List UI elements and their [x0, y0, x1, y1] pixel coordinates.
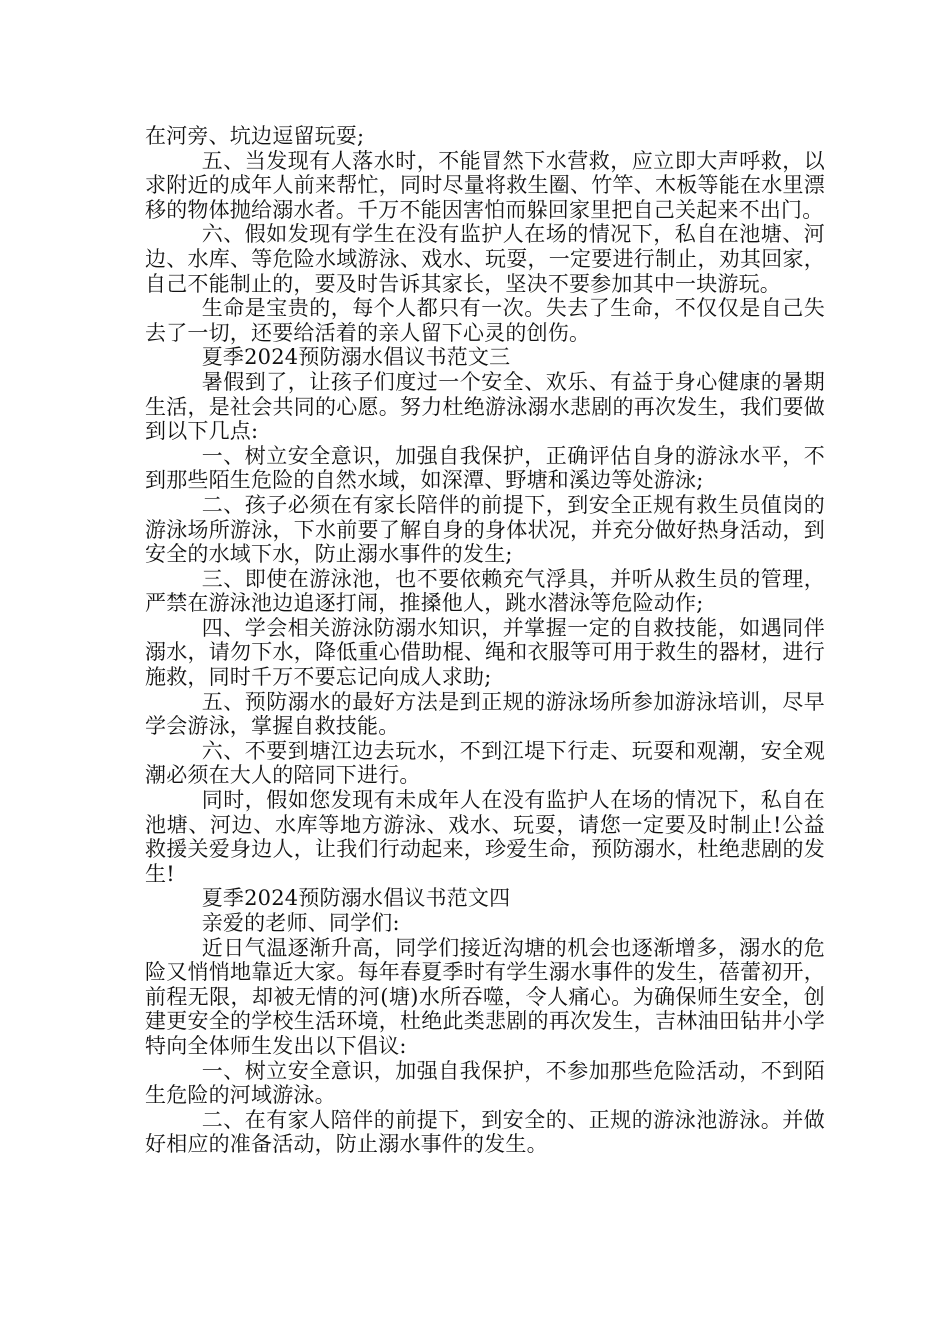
paragraph-initiative-2: 二、在有家人陪伴的前提下，到安全的、正规的游泳池游泳。并做好相应的准备活动，防止溺水事件的发生。	[145, 1107, 825, 1157]
paragraph-item-1-awareness: 一、树立安全意识，加强自我保护，正确评估自身的游泳水平，不到那些陌生危险的自然水域，如深潭、野塘和溪边等处游泳;	[145, 443, 825, 493]
paragraph-item-6-riverside: 六、不要到塘江边去玩水，不到江堤下行走、玩耍和观潮，安全观潮必须在大人的陪同下进行。	[145, 738, 825, 788]
paragraph-summer-intro: 暑假到了，让孩子们度过一个安全、欢乐、有益于身心健康的暑期生活，是社会共同的心愿。努力杜绝游泳溺水悲剧的再次发生，我们要做到以下几点:	[145, 369, 825, 444]
paragraph-call-to-action: 同时，假如您发现有未成年人在没有监护人在场的情况下，私自在池塘、河边、水库等地方游泳、戏水、玩耍，请您一定要及时制止!公益救援关爱身边人，让我们行动起来，珍爱生命，预防溺水，杜绝悲剧的发生!	[145, 788, 825, 886]
paragraph-item-5-training: 五、预防溺水的最好方法是到正规的游泳场所参加游泳培训，尽早学会游泳，掌握自救技能。	[145, 689, 825, 739]
paragraph-life-precious: 生命是宝贵的，每个人都只有一次。失去了生命，不仅仅是自己失去了一切，还要给活着的亲人留下心灵的创伤。	[145, 296, 825, 345]
section-heading-sample-4: 夏季2024预防溺水倡议书范文四	[201, 886, 511, 911]
paragraph-item-3-pool: 三、即使在游泳池，也不要依赖充气浮具，并听从救生员的管理，严禁在游泳池边追逐打闹，推搡他人，跳水潜泳等危险动作;	[145, 566, 825, 616]
section-heading-sample-3: 夏季2024预防溺水倡议书范文三	[201, 345, 511, 370]
document-body	[145, 124, 825, 1157]
paragraph-item-6-stop-others: 六、假如发现有学生在没有监护人在场的情况下，私自在池塘、河边、水库、等危险水域游泳、戏水、玩耍，一定要进行制止，劝其回家，自己不能制止的，要及时告诉其家长，坚决不要参加其中一块游玩。	[145, 222, 825, 296]
paragraph-initiative-1: 一、树立安全意识，加强自我保护，不参加那些危险活动，不到陌生危险的河域游泳。	[145, 1058, 825, 1108]
paragraph-item-4-knowledge: 四、学会相关游泳防溺水知识，并掌握一定的自救技能，如遇同伴溺水，请勿下水，降低重心借助棍、绳和衣服等可用于救生的器材，进行施救，同时千万不要忘记向成人求助;	[145, 615, 825, 690]
paragraph-school-intro: 近日气温逐渐升高，同学们接近沟塘的机会也逐渐增多，溺水的危险又悄悄地靠近大家。每年春夏季时有学生溺水事件的发生，蓓蕾初开，前程无限，却被无情的河(塘)水所吞噬，令人痛心。为确保师生安全，创建更安全的学校生活环境，杜绝此类悲剧的再次发生，吉林油田钻井小学特向全体师生发出以下倡议:	[145, 935, 825, 1058]
paragraph-item-5-rescue: 五、当发现有人落水时，不能冒然下水营救，应立即大声呼救，以求附近的成年人前来帮忙，同时尽量将救生圈、竹竿、木板等能在水里漂移的物体抛给溺水者。千万不能因害怕而躲回家里把自己关起来不出门。	[145, 148, 825, 222]
paragraph-continuation: 在河旁、坑边逗留玩耍;	[145, 124, 365, 148]
paragraph-salutation: 亲爱的老师、同学们:	[201, 911, 400, 935]
paragraph-item-2-parents: 二、孩子必须在有家长陪伴的前提下，到安全正规有救生员值岗的游泳场所游泳，下水前要了解自身的身体状况，并充分做好热身活动，到安全的水域下水，防止溺水事件的发生;	[145, 492, 825, 567]
